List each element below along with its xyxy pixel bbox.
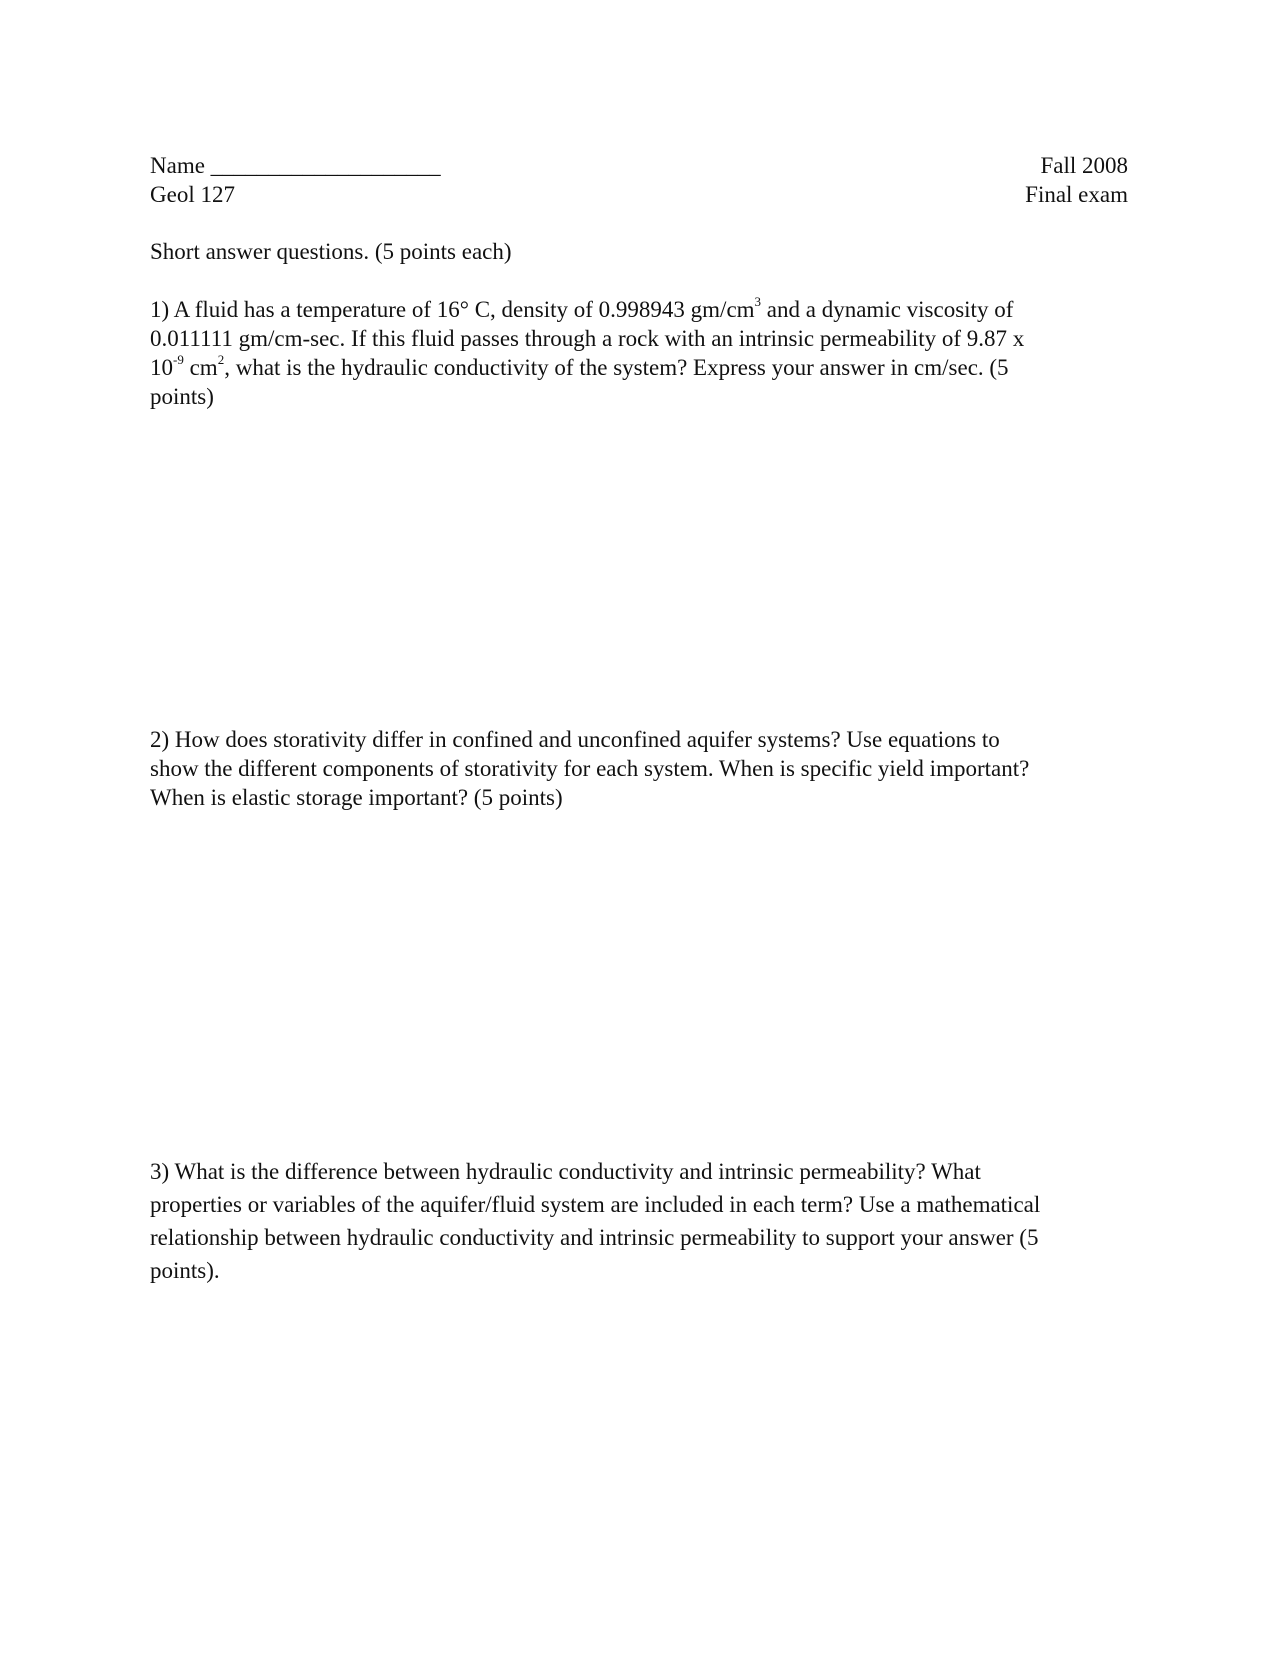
name-blank: ____________________ [210,153,441,178]
question-1-line-4: points) [150,384,214,409]
question-2 [150,725,1130,812]
question-2-line-2: show the different components of storativity for each system. When is specific yield important? [150,756,1030,781]
question-3-line-2: properties or variables of the aquifer/fluid system are included in each term? Use a mathematical [150,1192,1041,1217]
question-1-line-3: $10^{-9}$ $cm^2$, what is the hydraulic conductivity of the system? Express your answer in cm/sec. (5 [150,352,1009,380]
name-label: Name [150,153,205,178]
section-intro: Short answer questions. (5 points each) [150,239,512,264]
question-2-line-3: When is elastic storage important? (5 points) [150,785,563,810]
question-1 [150,295,1130,411]
superscript: -9 [173,352,184,368]
header-right [1025,151,1128,209]
header-left [150,151,441,209]
exam-label: Final exam [1025,182,1128,207]
superscript: 3 [754,294,762,310]
question-2-line-1: 2) How does storativity differ in confined and unconfined aquifer systems? Use equations to [150,727,1000,752]
course-label: Geol 127 [150,182,235,207]
question-3-line-3: relationship between hydraulic conductivity and intrinsic permeability to support your answer (5 [150,1225,1039,1250]
superscript: 2 [217,352,225,368]
term-label: Fall 2008 [1040,153,1128,178]
question-1-line-2: 0.011111 gm/cm-sec. If this fluid passes through a rock with an intrinsic permeability of 9.87 x [150,326,1025,351]
question-3 [150,1155,1130,1287]
name-line [150,151,441,180]
question-1-line-1: 1) A fluid has a temperature of 16° C, density of 0.998943 $gm/cm^3$ and a dynamic viscosity of [150,294,1014,322]
question-3-line-4: points). [150,1258,220,1283]
question-3-line-1: 3) What is the difference between hydraulic conductivity and intrinsic permeability? What [150,1159,981,1184]
